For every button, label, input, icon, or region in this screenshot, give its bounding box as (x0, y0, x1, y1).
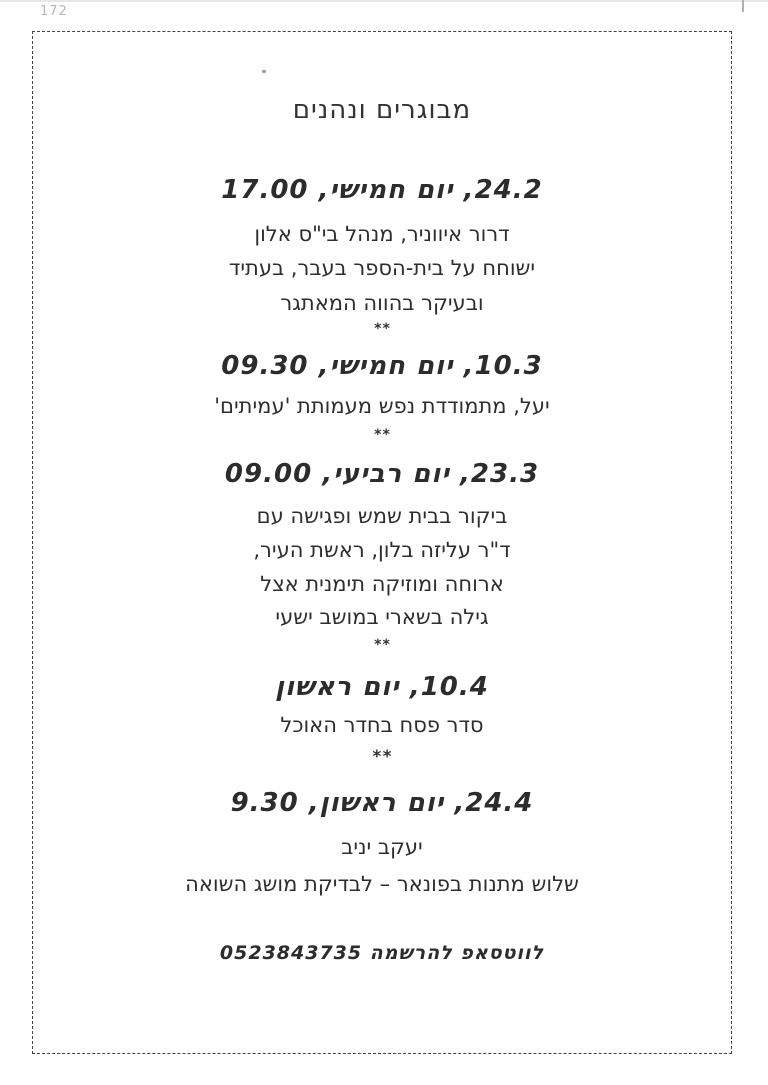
registration-line: לווטסאפ להרשמה 0523843735 (219, 942, 545, 964)
event-4-date: 10.4, יום ראשון (275, 672, 489, 702)
event-3-line-2: ד"ר עליזה בלון, ראשת העיר, (253, 538, 511, 562)
event-1-line-3: ובעיקר בהווה המאתגר (280, 291, 484, 315)
event-1-line-2: ישוחח על בית-הספר בעבר, בעתיד (228, 256, 536, 280)
event-4-line-1: סדר פסח בחדר האוכל (280, 713, 484, 737)
page-title: מבוגרים ונהנים (292, 95, 472, 125)
scan-speck (262, 70, 266, 73)
event-5-date: 24.4, יום ראשון, 9.30 (230, 788, 534, 818)
event-5-line-2: שלוש מתנות בפונאר – לבדיקת מושג השואה (185, 872, 579, 896)
event-4-separator: ** (371, 747, 393, 767)
event-1-date: 24.2, יום חמישי, 17.00 (221, 175, 543, 205)
event-3-line-1: ביקור בבית שמש ופגישה עם (256, 504, 508, 528)
event-3-date: 23.3, יום רביעי, 09.00 (224, 459, 540, 489)
event-3-separator: ** (373, 637, 391, 653)
event-2-separator: ** (373, 427, 391, 443)
event-1-line-1: דרור איווניר, מנהל בי"ס אלון (254, 222, 510, 246)
event-3-line-3: ארוחה ומוזיקה תימנית אצל (260, 572, 504, 596)
event-3-line-4: גילה בשארי במושב ישעי (275, 605, 489, 629)
scan-top-edge (0, 0, 768, 2)
scan-mark (742, 0, 744, 12)
page-number: 172 (40, 4, 68, 19)
event-1-separator: ** (373, 321, 391, 337)
event-5-line-1: יעקב יניב (341, 835, 423, 859)
event-2-line-1: יעל, מתמודדת נפש מעמותת 'עמיתים' (214, 394, 550, 418)
event-2-date: 10.3, יום חמישי, 09.30 (221, 351, 543, 381)
